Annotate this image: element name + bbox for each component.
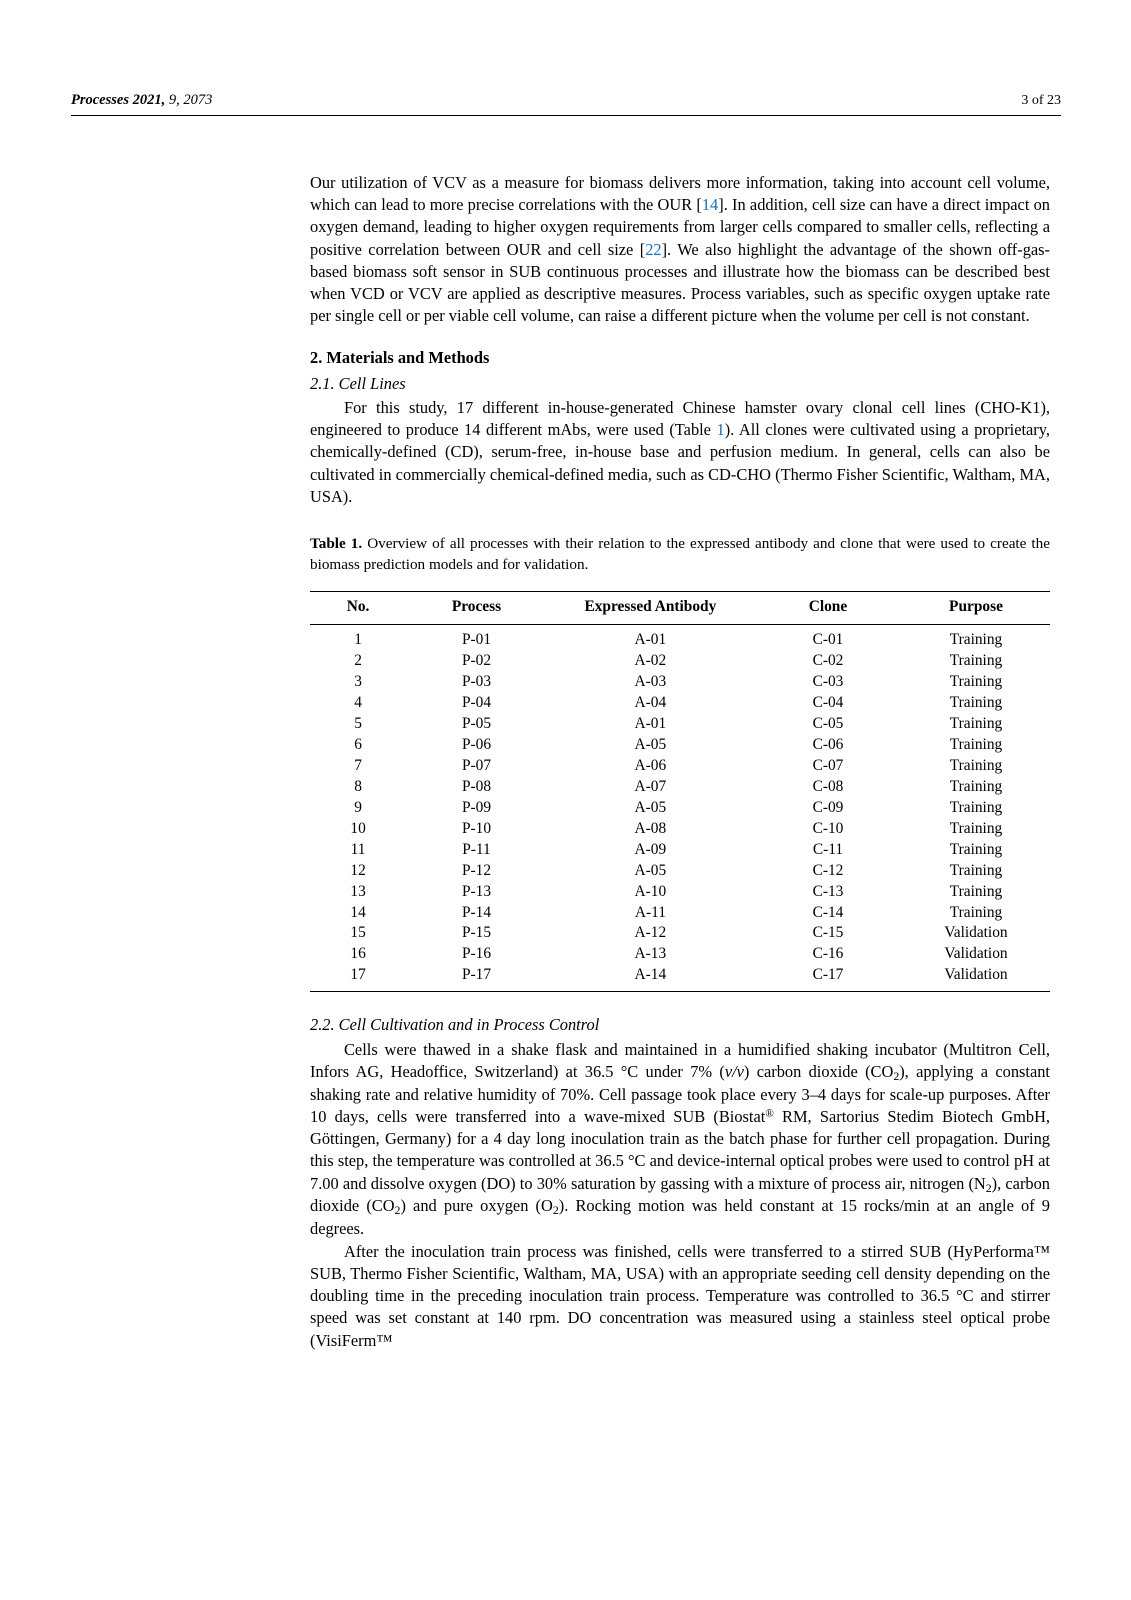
column-header-expressed-antibody: Expressed Antibody xyxy=(547,592,754,625)
table-row xyxy=(310,923,1050,944)
cell-purpose: Training xyxy=(949,861,1003,879)
cell-process: P-04 xyxy=(461,694,492,712)
cell-no: 12 xyxy=(350,861,366,879)
cell-antibody: A-08 xyxy=(634,819,667,837)
table-row xyxy=(310,882,1050,903)
cell-purpose: Validation xyxy=(944,924,1008,942)
cell-clone: C-15 xyxy=(812,924,844,942)
column-header-no: No. xyxy=(310,592,406,625)
table-row xyxy=(310,735,1050,756)
cell-no: 2 xyxy=(354,652,362,670)
table-row xyxy=(310,944,1050,965)
cell-no: 6 xyxy=(354,736,362,754)
registered-mark: ® xyxy=(765,1107,774,1120)
cell-clone: C-10 xyxy=(812,819,844,837)
cell-clone: C-01 xyxy=(812,631,844,649)
paragraph-cell-lines-text-1: For this study, 17 different in-house-generated Chinese hamster ovary clonal cell lines (CHO-K1), engineered to produce 14 different mAbs, were used (Table xyxy=(310,397,1050,440)
cell-no: 16 xyxy=(350,945,366,963)
table-header xyxy=(310,592,1050,625)
cell-purpose: Training xyxy=(949,652,1003,670)
paragraph-cultivation-text-7: ). Rocking motion was held constant at 15 rocks/min at an angle of 9 degrees. xyxy=(310,1196,1051,1239)
cell-antibody: A-05 xyxy=(634,861,667,879)
cell-no: 3 xyxy=(354,673,362,691)
article-body xyxy=(310,172,1050,1352)
journal-volume: 9, xyxy=(168,92,180,108)
cell-purpose: Training xyxy=(949,819,1003,837)
table-body xyxy=(310,625,1050,992)
cell-no: 17 xyxy=(350,966,366,984)
paragraph-cultivation-text-2: ) carbon dioxide (CO xyxy=(743,1061,894,1081)
cell-clone: C-07 xyxy=(812,756,844,774)
section-heading-materials-and-methods: 2. Materials and Methods xyxy=(310,347,490,367)
cell-no: 9 xyxy=(354,798,362,816)
table-caption-label: Table 1. xyxy=(310,535,363,553)
cell-antibody: A-11 xyxy=(634,903,666,921)
cell-process: P-09 xyxy=(461,798,492,816)
cell-purpose: Validation xyxy=(944,945,1008,963)
n2-subscript: 2 xyxy=(985,1180,992,1195)
cell-no: 7 xyxy=(354,756,362,774)
paragraph-cell-lines xyxy=(310,397,1050,508)
cell-purpose: Training xyxy=(949,694,1003,712)
column-header-clone: Clone xyxy=(754,592,902,625)
cell-process: P-17 xyxy=(461,966,492,984)
cell-purpose: Validation xyxy=(944,966,1008,984)
paragraph-cultivation-text-6: ) and pure oxygen (O xyxy=(400,1196,553,1216)
cell-no: 4 xyxy=(354,694,362,712)
cell-clone: C-03 xyxy=(812,673,844,691)
cell-process: P-13 xyxy=(461,882,492,900)
cell-clone: C-13 xyxy=(812,882,844,900)
cell-clone: C-12 xyxy=(812,861,844,879)
cell-process: P-16 xyxy=(461,945,492,963)
o2-subscript: 2 xyxy=(552,1203,559,1218)
cell-clone: C-11 xyxy=(812,840,844,858)
cell-antibody: A-02 xyxy=(634,652,667,670)
journal-year: 2021, xyxy=(132,92,166,108)
processes-table xyxy=(310,591,1050,992)
cell-no: 13 xyxy=(350,882,366,900)
paragraph-cultivation xyxy=(310,1039,1050,1241)
page-number: 3 of 23 xyxy=(1021,93,1061,108)
cell-process: P-06 xyxy=(461,736,492,754)
table-row xyxy=(310,840,1050,861)
cell-antibody: A-09 xyxy=(634,840,667,858)
table-row xyxy=(310,861,1050,882)
cell-clone: C-06 xyxy=(812,736,844,754)
cell-purpose: Training xyxy=(949,777,1003,795)
citation-22[interactable]: 22 xyxy=(645,239,662,259)
column-header-process: Process xyxy=(406,592,547,625)
cell-clone: C-16 xyxy=(812,945,844,963)
cell-clone: C-02 xyxy=(812,652,844,670)
table-row xyxy=(310,714,1050,735)
table-row xyxy=(310,965,1050,991)
cell-purpose: Training xyxy=(949,631,1003,649)
cell-no: 15 xyxy=(350,924,366,942)
cell-no: 14 xyxy=(350,903,366,921)
table-row xyxy=(310,756,1050,777)
column-header-purpose: Purpose xyxy=(902,592,1050,625)
table-caption-text: Overview of all processes with their relation to the expressed antibody and clone that were used to create the biomass prediction models and for validation. xyxy=(310,535,1050,573)
cell-no: 11 xyxy=(350,840,366,858)
citation-14[interactable]: 14 xyxy=(701,195,719,215)
table-1-reference[interactable]: 1 xyxy=(716,420,725,440)
cell-clone: C-09 xyxy=(812,798,844,816)
paragraph-cell-lines-text-2: ). All clones were cultivated using a proprietary, chemically-defined (CD), serum-free, in-house base and perfusion medium. In general, cells can also be cultivated in commercially chemical-defined media, such as CD-CHO (Thermo Fisher Scientific, Waltham, MA, USA). xyxy=(310,420,1050,506)
cell-antibody: A-07 xyxy=(634,777,667,795)
paragraph-intro-text-3: ]. We also highlight the advantage of the shown off-gas-based biomass soft sensor in SUB continuous processes and illustrate how the biomass can be described best when VCD or VCV are applied as descriptive measures. Process variables, such as specific oxygen uptake rate per single cell or per viable cell volume, can raise a different picture when the volume per cell is not constant. xyxy=(310,239,1050,326)
table-row xyxy=(310,625,1050,651)
table-row xyxy=(310,777,1050,798)
cell-process: P-12 xyxy=(461,861,492,879)
paragraph-cultivation-text-5: ), carbon dioxide (CO xyxy=(310,1173,1050,1216)
cell-process: P-14 xyxy=(461,903,492,921)
cell-process: P-07 xyxy=(461,756,492,774)
cell-process: P-10 xyxy=(461,819,492,837)
paragraph-cultivation-text-1: Cells were thawed in a shake flask and maintained in a humidified shaking incubator (Multitron Cell, Infors AG, Headoffice, Switzerland) at 36.5 °C under 7% ( xyxy=(310,1039,1050,1081)
co2-subscript: 2 xyxy=(893,1068,900,1083)
cell-antibody: A-01 xyxy=(634,631,667,649)
cell-purpose: Training xyxy=(949,673,1003,691)
paragraph-intro-text-2: ]. In addition, cell size can have a direct impact on oxygen demand, leading to higher oxygen requirements from larger cells compared to smaller cells, reflecting a positive correlation between OUR and cell size [ xyxy=(310,195,1050,259)
cell-clone: C-14 xyxy=(812,903,844,921)
cell-clone: C-05 xyxy=(812,715,844,733)
cell-antibody: A-05 xyxy=(634,798,667,816)
paragraph-intro-text-1: Our utilization of VCV as a measure for biomass delivers more information, taking into account cell volume, which can lead to more precise correlations with the OUR [ xyxy=(310,173,1050,215)
paragraph-cultivation-text-4: RM, Sartorius Stedim Biotech GmbH, Göttingen, Germany) for a 4 day long inoculation train as the batch phase for further cell propagation. During this step, the temperature was controlled at 36.5 °C and device-internal optical probes were used to control pH at 7.00 and dissolve oxygen (DO) to 30% saturation by gassing with a mixture of process air, nitrogen (N xyxy=(310,1106,1051,1193)
paragraph-stirred-sub: After the inoculation train process was finished, cells were transferred to a stirred SUB (HyPerforma™ SUB, Thermo Fisher Scientific, Waltham, MA, USA) with an appropriate seeding cell density depending on the doubling time in the preceding inoculation train process. Temperature was controlled to 36.5 °C and stirrer speed was set constant at 140 rpm. DO concentration was measured using a stainless steel optical probe (VisiFerm™ xyxy=(310,1241,1050,1350)
table-row xyxy=(310,798,1050,819)
cell-purpose: Training xyxy=(949,903,1003,921)
cell-purpose: Training xyxy=(949,882,1003,900)
cell-antibody: A-03 xyxy=(634,673,667,691)
cell-process: P-11 xyxy=(462,840,491,858)
cell-purpose: Training xyxy=(949,715,1003,733)
table-row xyxy=(310,693,1050,714)
paragraph-cultivation-text-3: ), applying a constant shaking rate and relative humidity of 70%. Cell passage took place every 3–4 days for scale-up purposes. After 10 days, cells were transferred into a wave-mixed SUB (Biostat xyxy=(310,1061,1050,1126)
cell-no: 8 xyxy=(354,777,362,795)
cell-purpose: Training xyxy=(949,756,1003,774)
subsection-heading-cell-lines: 2.1. Cell Lines xyxy=(310,373,406,393)
table-row xyxy=(310,651,1050,672)
subsection-heading-cell-cultivation: 2.2. Cell Cultivation and in Process Control xyxy=(310,1015,600,1035)
cell-no: 5 xyxy=(354,715,362,733)
cell-antibody: A-06 xyxy=(634,756,667,774)
cell-process: P-05 xyxy=(461,715,492,733)
cell-purpose: Training xyxy=(949,736,1003,754)
cell-process: P-02 xyxy=(461,652,492,670)
table-row xyxy=(310,819,1050,840)
table-row xyxy=(310,903,1050,924)
cell-purpose: Training xyxy=(949,798,1003,816)
co2-subscript-2: 2 xyxy=(394,1203,401,1218)
cell-process: P-03 xyxy=(461,673,492,691)
cell-process: P-15 xyxy=(461,924,492,942)
cell-clone: C-17 xyxy=(812,966,844,984)
cell-no: 1 xyxy=(354,631,362,649)
journal-citation xyxy=(71,92,212,109)
paragraph-intro xyxy=(310,172,1050,328)
cell-antibody: A-04 xyxy=(634,694,667,712)
journal-article-number: 2073 xyxy=(183,92,213,108)
cell-antibody: A-14 xyxy=(634,966,667,984)
table-caption xyxy=(310,534,1050,575)
cell-antibody: A-10 xyxy=(634,882,667,900)
cell-antibody: A-12 xyxy=(634,924,667,942)
cell-clone: C-04 xyxy=(812,694,844,712)
table-row xyxy=(310,672,1050,693)
cell-process: P-01 xyxy=(461,631,492,649)
cell-antibody: A-01 xyxy=(634,715,667,733)
paragraph-cultivation-vv: v/v xyxy=(724,1061,744,1081)
table-header-row xyxy=(310,592,1050,625)
cell-no: 10 xyxy=(350,819,366,837)
journal-name: Processes xyxy=(71,92,129,108)
cell-antibody: A-13 xyxy=(634,945,667,963)
cell-antibody: A-05 xyxy=(634,736,667,754)
cell-purpose: Training xyxy=(949,840,1003,858)
page-header xyxy=(71,92,1061,109)
header-divider xyxy=(71,115,1061,116)
cell-process: P-08 xyxy=(461,777,492,795)
cell-clone: C-08 xyxy=(812,777,844,795)
